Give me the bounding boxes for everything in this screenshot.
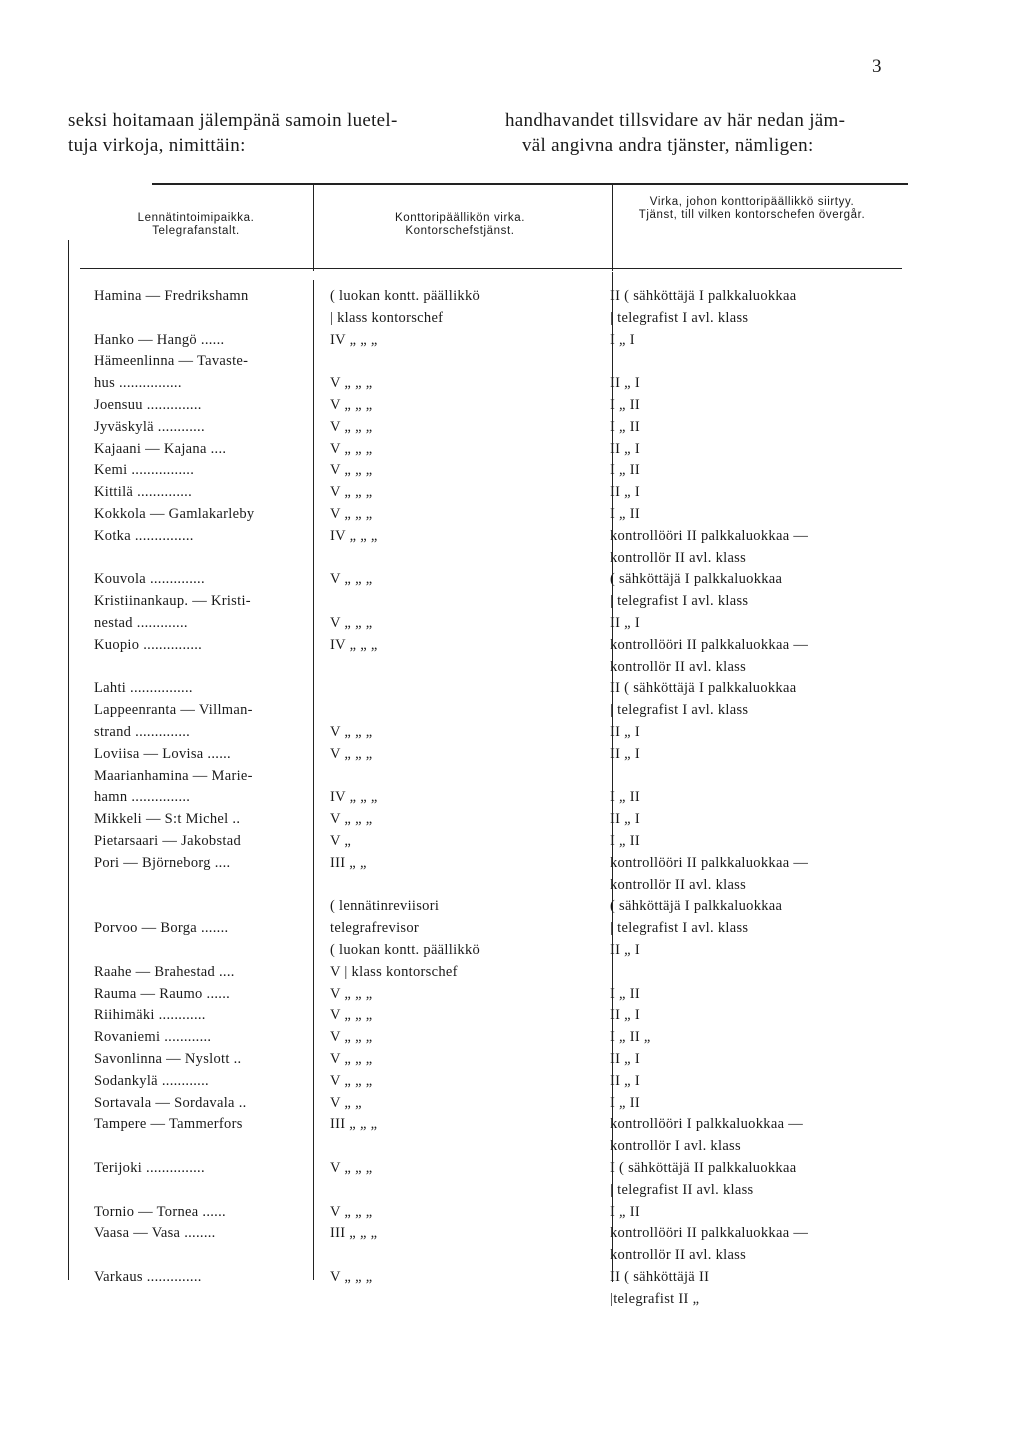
- table-cell-c3: I „ II: [610, 1204, 640, 1220]
- header-col2-sv: Kontorschefstjänst.: [405, 225, 515, 237]
- table-cell-c3: I „ II: [610, 986, 640, 1002]
- table-cell-c1: Tornio — Tornea ......: [94, 1204, 226, 1220]
- header-col2: [330, 212, 590, 238]
- table-cell-c1: Sodankylä ............: [94, 1073, 209, 1089]
- table-cell-c2: V „ „ „: [330, 571, 373, 587]
- table-cell-c3: II „ I: [610, 746, 640, 762]
- table-cell-c2: V „: [330, 833, 352, 849]
- table-cell-c2: | klass kontorschef: [330, 310, 444, 326]
- table-cell-c3: II ( sähköttäjä I palkkaluokkaa: [610, 680, 797, 696]
- table-cell-c1: Kouvola ..............: [94, 571, 205, 587]
- header-divider-1: [313, 185, 314, 271]
- table-cell-c3: II „ I: [610, 615, 640, 631]
- table-cell-c3: kontrollööri II palkkaluokkaa —: [610, 855, 809, 871]
- table-cell-c2: V „ „ „: [330, 1051, 373, 1067]
- table-cell-c3: I „ II „: [610, 1029, 651, 1045]
- table-top-rule: [152, 183, 908, 185]
- table-cell-c2: V „ „ „: [330, 986, 373, 1002]
- table-cell-c1: Pori — Björneborg ....: [94, 855, 231, 871]
- table-cell-c3: II ( sähköttäjä II: [610, 1269, 710, 1285]
- table-cell-c2: V „ „ „: [330, 462, 373, 478]
- table-cell-c1: Lappeenranta — Villman-: [94, 702, 253, 718]
- table-cell-c1: Kittilä ..............: [94, 484, 193, 500]
- header-col3-fi: Virka, johon konttoripäällikkö siirtyy.: [649, 196, 855, 208]
- table-cell-c1: Varkaus ..............: [94, 1269, 202, 1285]
- table-cell-c3: II „ I: [610, 1007, 640, 1023]
- table-cell-c3: I ( sähköttäjä II palkkaluokkaa: [610, 1160, 797, 1176]
- table-cell-c1: nestad .............: [94, 615, 188, 631]
- table-cell-c3: kontrollööri II palkkaluokkaa —: [610, 1225, 809, 1241]
- table-cell-c2: III „ „ „: [330, 1225, 378, 1241]
- table-cell-c3: kontrollör II avl. klass: [610, 659, 747, 675]
- table-cell-c2: III „ „ „: [330, 1116, 378, 1132]
- table-cell-c1: Kajaani — Kajana ....: [94, 441, 227, 457]
- table-cell-c1: Pietarsaari — Jakobstad: [94, 833, 242, 849]
- header-col1-fi: Lennätintoimipaikka.: [137, 212, 255, 224]
- table-cell-c1: Kotka ...............: [94, 528, 194, 544]
- table-cell-c3: kontrollör I avl. klass: [610, 1138, 741, 1154]
- table-cell-c3: I „ II: [610, 789, 640, 805]
- table-cell-c1: hus ................: [94, 375, 182, 391]
- intro-fi-line2: tuja virkoja, nimittäin:: [68, 135, 246, 156]
- table-cell-c2: V „ „ „: [330, 441, 373, 457]
- table-cell-c1: Rauma — Raumo ......: [94, 986, 231, 1002]
- table-cell-c3: II „ I: [610, 811, 640, 827]
- table-cell-c3: | telegrafist II avl. klass: [610, 1182, 754, 1198]
- table-cell-c2: ( lennätinreviisori: [330, 898, 440, 914]
- table-cell-c3: ( sähköttäjä I palkkaluokkaa: [610, 898, 783, 914]
- table-cell-c3: I „ II: [610, 397, 640, 413]
- table-cell-c3: | telegrafist I avl. klass: [610, 702, 749, 718]
- left-edge-rule: [68, 240, 69, 1280]
- table-cell-c2: V „ „ „: [330, 1204, 373, 1220]
- table-cell-c3: II „ I: [610, 1051, 640, 1067]
- table-cell-c2: IV „ „ „: [330, 637, 378, 653]
- intro-sv-line2: väl angivna andra tjänster, nämligen:: [522, 135, 814, 156]
- table-cell-c1: Sortavala — Sordavala ..: [94, 1095, 247, 1111]
- table-cell-c3: I „ II: [610, 419, 640, 435]
- page-number: 3: [872, 56, 882, 77]
- header-col2-fi: Konttoripäällikön virka.: [394, 212, 526, 224]
- intro-sv-line1: handhavandet tillsvidare av här nedan jäm-: [505, 110, 846, 131]
- table-cell-c1: Jyväskylä ............: [94, 419, 205, 435]
- table-cell-c1: Kemi ................: [94, 462, 195, 478]
- header-divider-2: [612, 185, 613, 271]
- table-cell-c3: I „ II: [610, 833, 640, 849]
- table-cell-c2: telegrafrevisor: [330, 920, 420, 936]
- table-cell-c1: Hanko — Hangö ......: [94, 332, 225, 348]
- table-cell-c3: kontrollör II avl. klass: [610, 877, 747, 893]
- table-cell-c2: V „ „ „: [330, 397, 373, 413]
- table-cell-c2: V „ „ „: [330, 375, 373, 391]
- table-cell-c2: V „ „ „: [330, 724, 373, 740]
- header-col1-sv: Telegrafanstalt.: [152, 225, 240, 237]
- intro-fi-line1: seksi hoitamaan jälempänä samoin luetel-: [68, 110, 398, 131]
- table-cell-c3: kontrollööri I palkkaluokkaa —: [610, 1116, 804, 1132]
- table-cell-c3: I „ II: [610, 1095, 640, 1111]
- table-cell-c1: Riihimäki ............: [94, 1007, 206, 1023]
- table-cell-c1: Savonlinna — Nyslott ..: [94, 1051, 242, 1067]
- table-cell-c2: IV „ „ „: [330, 789, 378, 805]
- table-cell-c2: III „ „: [330, 855, 367, 871]
- table-cell-c1: Loviisa — Lovisa ......: [94, 746, 231, 762]
- table-cell-c2: V „ „ „: [330, 419, 373, 435]
- table-cell-c1: Terijoki ...............: [94, 1160, 205, 1176]
- table-cell-c1: strand ..............: [94, 724, 191, 740]
- table-cell-c2: ( luokan kontt. päällikkö: [330, 942, 481, 958]
- table-cell-c2: ( luokan kontt. päällikkö: [330, 288, 481, 304]
- column-divider-1: [313, 280, 314, 1280]
- table-cell-c1: Maarianhamina — Marie-: [94, 768, 253, 784]
- table-cell-c1: Raahe — Brahestad ....: [94, 964, 235, 980]
- table-cell-c3: ( sähköttäjä I palkkaluokkaa: [610, 571, 783, 587]
- table-cell-c1: Tampere — Tammerfors: [94, 1116, 243, 1132]
- table-cell-c3: |telegrafist II „: [610, 1291, 700, 1307]
- table-cell-c3: II „ I: [610, 1073, 640, 1089]
- table-cell-c3: | telegrafist I avl. klass: [610, 920, 749, 936]
- table-cell-c2: V „ „ „: [330, 1007, 373, 1023]
- table-cell-c2: V „ „ „: [330, 484, 373, 500]
- table-cell-c3: II ( sähköttäjä I palkkaluokkaa: [610, 288, 797, 304]
- header-col3: [622, 196, 882, 222]
- table-cell-c1: Porvoo — Borga .......: [94, 920, 229, 936]
- table-cell-c2: IV „ „ „: [330, 528, 378, 544]
- table-cell-c3: kontrollör II avl. klass: [610, 550, 747, 566]
- table-cell-c1: Rovaniemi ............: [94, 1029, 212, 1045]
- table-cell-c2: V „ „ „: [330, 1269, 373, 1285]
- table-cell-c2: V „ „ „: [330, 1160, 373, 1176]
- table-cell-c2: V „ „: [330, 1095, 362, 1111]
- table-cell-c1: Kokkola — Gamlakarleby: [94, 506, 255, 522]
- table-cell-c1: Hämeenlinna — Tavaste-: [94, 353, 249, 369]
- table-cell-c2: V „ „ „: [330, 506, 373, 522]
- table-cell-c2: V „ „ „: [330, 811, 373, 827]
- table-cell-c2: V „ „ „: [330, 1073, 373, 1089]
- table-cell-c3: | telegrafist I avl. klass: [610, 310, 749, 326]
- table-cell-c3: kontrollööri II palkkaluokkaa —: [610, 528, 809, 544]
- table-cell-c3: II „ I: [610, 375, 640, 391]
- table-cell-c3: II „ I: [610, 724, 640, 740]
- table-cell-c1: Kristiinankaup. — Kristi-: [94, 593, 251, 609]
- table-cell-c1: Lahti ................: [94, 680, 193, 696]
- table-cell-c3: II „ I: [610, 942, 640, 958]
- table-cell-c2: IV „ „ „: [330, 332, 378, 348]
- table-cell-c3: kontrollööri II palkkaluokkaa —: [610, 637, 809, 653]
- header-bottom-rule: [80, 268, 902, 269]
- header-col3-sv: Tjänst, till vilken kontorschefen övergår.: [638, 209, 866, 221]
- table-cell-c3: II „ I: [610, 484, 640, 500]
- table-cell-c3: | telegrafist I avl. klass: [610, 593, 749, 609]
- table-cell-c1: Mikkeli — S:t Michel ..: [94, 811, 241, 827]
- table-cell-c1: Hamina — Fredrikshamn: [94, 288, 249, 304]
- table-cell-c2: V „ „ „: [330, 615, 373, 631]
- table-cell-c2: V „ „ „: [330, 1029, 373, 1045]
- table-cell-c3: kontrollör II avl. klass: [610, 1247, 747, 1263]
- table-cell-c3: I „ I: [610, 332, 635, 348]
- table-cell-c3: I „ II: [610, 462, 640, 478]
- table-cell-c3: II „ I: [610, 441, 640, 457]
- table-cell-c1: hamn ...............: [94, 789, 191, 805]
- table-cell-c3: I „ II: [610, 506, 640, 522]
- table-cell-c1: Vaasa — Vasa ........: [94, 1225, 216, 1241]
- table-cell-c1: Kuopio ...............: [94, 637, 203, 653]
- table-cell-c1: Joensuu ..............: [94, 397, 202, 413]
- table-cell-c2: V | klass kontorschef: [330, 964, 458, 980]
- header-col1: [96, 212, 296, 238]
- table-cell-c2: V „ „ „: [330, 746, 373, 762]
